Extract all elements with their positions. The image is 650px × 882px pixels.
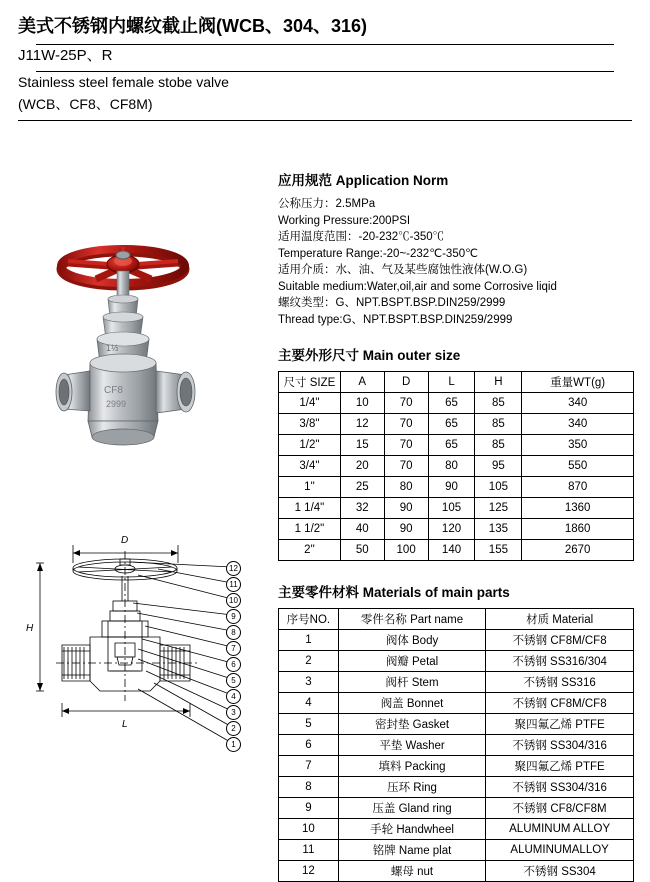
cell-no: 1 (279, 630, 339, 651)
cell-no: 5 (279, 714, 339, 735)
cell-part-name: 压盖 Gland ring (338, 798, 485, 819)
materials-heading-cn: 主要零件材料 (278, 585, 359, 600)
dimension-label-d: D (121, 535, 129, 546)
cell-weight: 350 (522, 435, 634, 456)
cell-material: ALUMINUM ALLOY (486, 819, 634, 840)
table-row (279, 693, 634, 714)
page-title: 美式不锈钢内螺纹截止阀(WCB、304、316) (18, 16, 368, 36)
cell-no: 4 (279, 693, 339, 714)
cell-size: 1 1/2" (279, 519, 341, 540)
cell-material: 不锈钢 SS316/304 (486, 651, 634, 672)
col-size: 尺寸 SIZE (279, 372, 341, 393)
main-outer-size-heading-en: Main outer size (362, 348, 461, 363)
cell-d: 70 (384, 435, 428, 456)
table-header-row (279, 609, 634, 630)
table-row (279, 630, 634, 651)
cell-size: 2" (279, 540, 341, 561)
cell-material: 不锈钢 SS304 (486, 861, 634, 882)
cell-l: 90 (428, 477, 475, 498)
callout-12: 12 (226, 561, 241, 576)
cell-l: 65 (428, 435, 475, 456)
specifications-column (278, 169, 634, 882)
cell-material: 不锈钢 SS316 (486, 672, 634, 693)
cell-weight: 1860 (522, 519, 634, 540)
table-row (279, 498, 634, 519)
cell-part-name: 平垫 Washer (338, 735, 485, 756)
cell-size: 3/4" (279, 456, 341, 477)
table-row (279, 519, 634, 540)
svg-text:CF8: CF8 (104, 385, 123, 396)
cell-no: 2 (279, 651, 339, 672)
cell-part-name: 螺母 nut (338, 861, 485, 882)
cell-part-name: 压环 Ring (338, 777, 485, 798)
col-a: A (340, 372, 384, 393)
application-norm-list (278, 196, 634, 328)
callout-10: 10 (226, 593, 241, 608)
cell-part-name: 阀杆 Stem (338, 672, 485, 693)
cell-weight: 550 (522, 456, 634, 477)
table-row (279, 672, 634, 693)
main-outer-size-table (278, 371, 634, 561)
cell-weight: 340 (522, 414, 634, 435)
table-row (279, 456, 634, 477)
cell-part-name: 手轮 Handwheel (338, 819, 485, 840)
cell-l: 105 (428, 498, 475, 519)
cell-part-name: 填料 Packing (338, 756, 485, 777)
cell-d: 90 (384, 498, 428, 519)
cell-l: 120 (428, 519, 475, 540)
svg-text:1½: 1½ (106, 343, 119, 353)
cell-material: 不锈钢 CF8/CF8M (486, 798, 634, 819)
application-norm-heading-cn: 应用规范 (278, 173, 332, 188)
table-row (279, 819, 634, 840)
table-row (279, 435, 634, 456)
cell-d: 70 (384, 414, 428, 435)
cell-material: 不锈钢 SS304/316 (486, 777, 634, 798)
cell-no: 12 (279, 861, 339, 882)
cell-material: 不锈钢 SS304/316 (486, 735, 634, 756)
cell-material: ALUMINUMALLOY (486, 840, 634, 861)
cell-no: 10 (279, 819, 339, 840)
cell-size: 1/4" (279, 393, 341, 414)
cell-material: 聚四氟乙烯 PTFE (486, 714, 634, 735)
cell-a: 12 (340, 414, 384, 435)
cell-size: 1 1/4" (279, 498, 341, 519)
svg-text:2999: 2999 (106, 399, 127, 409)
cell-material: 不锈钢 CF8M/CF8 (486, 630, 634, 651)
cell-h: 155 (475, 540, 522, 561)
cell-weight: 1360 (522, 498, 634, 519)
cell-weight: 2670 (522, 540, 634, 561)
norm-line-temperature-cn: 适用温度范围：-20-232℃-350℃ (278, 231, 445, 243)
cell-l: 80 (428, 456, 475, 477)
table-row (279, 540, 634, 561)
callout-6: 6 (226, 657, 241, 672)
cell-d: 80 (384, 477, 428, 498)
cell-part-name: 密封垫 Gasket (338, 714, 485, 735)
page-title-english: Stainless steel female stobe valve (18, 74, 229, 90)
callout-4: 4 (226, 689, 241, 704)
cell-no: 11 (279, 840, 339, 861)
cell-part-name: 铭牌 Name plat (338, 840, 485, 861)
cell-l: 65 (428, 414, 475, 435)
table-row (279, 414, 634, 435)
valve-line-drawing (18, 531, 268, 821)
col-material: 材质 Material (486, 609, 634, 630)
document-header (0, 0, 650, 114)
table-row (279, 777, 634, 798)
illustrations-column (18, 171, 268, 821)
cell-h: 135 (475, 519, 522, 540)
cell-l: 140 (428, 540, 475, 561)
table-row (279, 393, 634, 414)
callout-5: 5 (226, 673, 241, 688)
cell-a: 32 (340, 498, 384, 519)
document-body (0, 121, 650, 878)
cell-h: 125 (475, 498, 522, 519)
table-header-row (279, 372, 634, 393)
materials-heading-en: Materials of main parts (362, 585, 510, 600)
cell-material: 聚四氟乙烯 PTFE (486, 756, 634, 777)
callout-7: 7 (226, 641, 241, 656)
cell-h: 95 (475, 456, 522, 477)
cell-size: 1" (279, 477, 341, 498)
table-row (279, 756, 634, 777)
main-outer-size-heading (278, 344, 634, 364)
norm-line-thread-cn: 螺纹类型：G、NPT.BSPT.BSP.DIN259/2999 (278, 297, 506, 309)
table-row (279, 651, 634, 672)
cell-a: 50 (340, 540, 384, 561)
dimension-label-l: L (122, 719, 128, 730)
cell-h: 85 (475, 435, 522, 456)
dimension-label-h: H (26, 623, 34, 634)
col-no: 序号NO. (279, 609, 339, 630)
cell-no: 7 (279, 756, 339, 777)
norm-line-medium-cn: 适用介质：水、油、气及某些腐蚀性液体(W.O.G) (278, 264, 528, 276)
cell-a: 25 (340, 477, 384, 498)
callout-3: 3 (226, 705, 241, 720)
cell-weight: 340 (522, 393, 634, 414)
col-l: L (428, 372, 475, 393)
norm-line-working-pressure-cn: 公称压力：2.5MPa (278, 198, 376, 210)
norm-line-thread-en: Thread type:G、NPT.BSPT.BSP.DIN259/2999 (278, 313, 513, 326)
table-row (279, 861, 634, 882)
cell-h: 105 (475, 477, 522, 498)
cell-part-name: 阀瓣 Petal (338, 651, 485, 672)
norm-line-temperature-en: Temperature Range:-20~-232℃-350℃ (278, 247, 479, 260)
valve-photo-svg (18, 171, 268, 521)
cell-size: 3/8" (279, 414, 341, 435)
table-row (279, 714, 634, 735)
col-d: D (384, 372, 428, 393)
cell-h: 85 (475, 414, 522, 435)
materials-table (278, 608, 634, 882)
model-code: J11W-25P、R (18, 47, 113, 64)
col-h: H (475, 372, 522, 393)
cell-no: 6 (279, 735, 339, 756)
cell-d: 70 (384, 456, 428, 477)
cell-a: 15 (340, 435, 384, 456)
cell-d: 70 (384, 393, 428, 414)
cell-size: 1/2" (279, 435, 341, 456)
cell-part-name: 阀盖 Bonnet (338, 693, 485, 714)
materials-heading (278, 581, 634, 601)
cell-no: 3 (279, 672, 339, 693)
material-grades: (WCB、CF8、CF8M) (18, 96, 153, 112)
cell-a: 10 (340, 393, 384, 414)
cell-l: 65 (428, 393, 475, 414)
table-row (279, 840, 634, 861)
application-norm-heading (278, 169, 634, 189)
table-row (279, 477, 634, 498)
norm-line-medium-en: Suitable medium:Water,oil,air and some Corrosive liqid (278, 280, 557, 293)
cell-d: 100 (384, 540, 428, 561)
cell-part-name: 阀体 Body (338, 630, 485, 651)
callout-11: 11 (226, 577, 241, 592)
cell-h: 85 (475, 393, 522, 414)
callout-1: 1 (226, 737, 241, 752)
norm-line-working-pressure-en: Working Pressure:200PSI (278, 214, 411, 227)
table-row (279, 735, 634, 756)
callout-2: 2 (226, 721, 241, 736)
cell-a: 40 (340, 519, 384, 540)
callout-8: 8 (226, 625, 241, 640)
cell-a: 20 (340, 456, 384, 477)
callout-9: 9 (226, 609, 241, 624)
cell-d: 90 (384, 519, 428, 540)
application-norm-heading-en: Application Norm (335, 173, 449, 188)
cell-no: 9 (279, 798, 339, 819)
valve-photo (18, 171, 268, 521)
cell-no: 8 (279, 777, 339, 798)
cell-material: 不锈钢 CF8M/CF8 (486, 693, 634, 714)
col-weight: 重量WT(g) (522, 372, 634, 393)
table-row (279, 798, 634, 819)
main-outer-size-heading-cn: 主要外形尺寸 (278, 348, 359, 363)
cell-weight: 870 (522, 477, 634, 498)
col-part-name: 零件名称 Part name (338, 609, 485, 630)
